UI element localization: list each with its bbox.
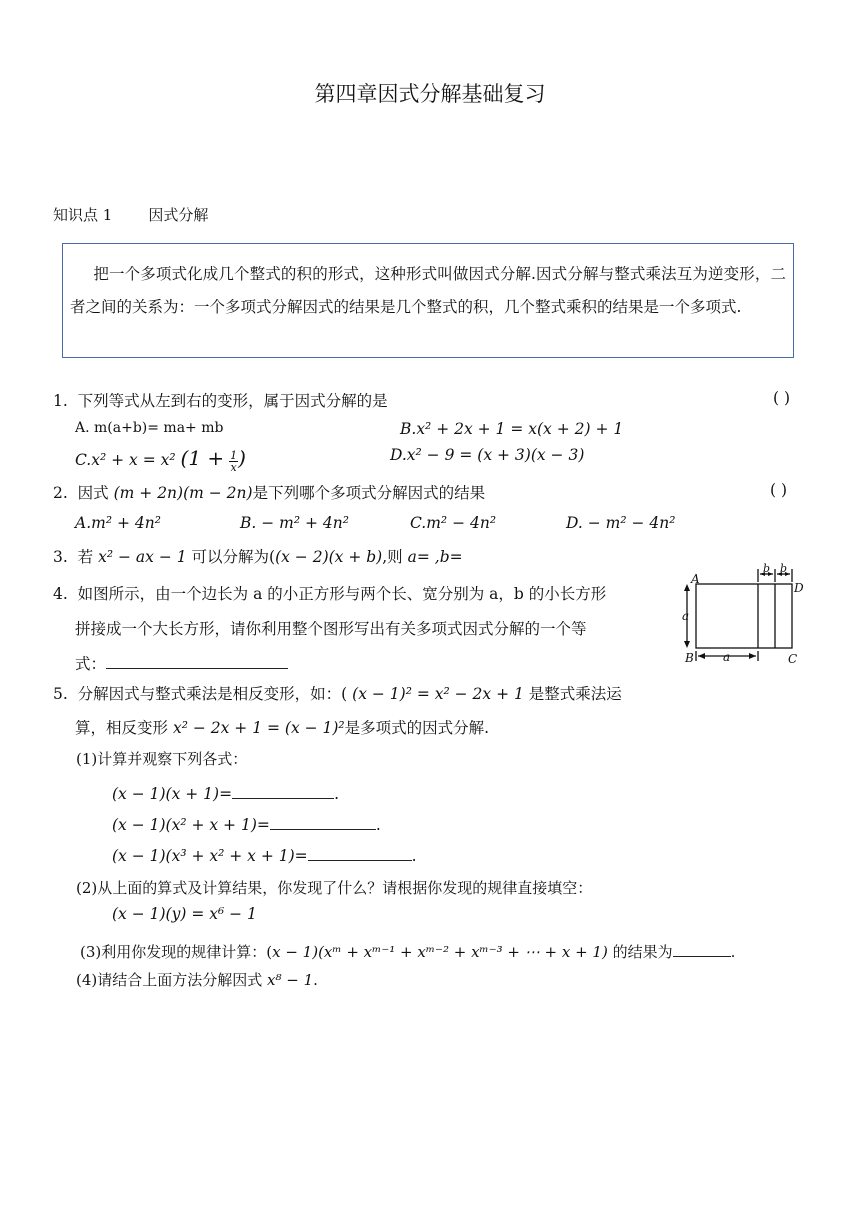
q5-expr-3: (x − 1)(x³ + x² + x + 1)= . (112, 847, 417, 865)
q1-stem: 下列等式从左到右的变形，属于因式分解的是 (77, 392, 388, 410)
figure-bottom-a: a (723, 650, 731, 664)
section-heading (53, 204, 208, 225)
q5-blank-1[interactable] (232, 784, 334, 799)
q5-blank-3[interactable] (308, 846, 412, 861)
rectangle-figure (676, 562, 816, 666)
q5-expr-4: (x − 1)(y) = x⁶ − 1 (112, 905, 257, 923)
q5-part-4: (4)请结合上面方法分解因式 x⁸ − 1. (76, 971, 318, 989)
q4-line-1: 如图所示，由一个边长为 a 的小正方形与两个长、宽分别为 a，b 的小长方形 (77, 585, 607, 603)
q2-expression: (m + 2n)(m − 2n) (113, 484, 253, 502)
q5-part-2: (2)从上面的算式及计算结果，你发现了什么？请根据你发现的规律直接填空： (76, 879, 593, 897)
figure-label-c-vertex: C (788, 652, 798, 666)
q5-part-1: (1)计算并观察下列各式： (76, 750, 248, 768)
q2-number: 2. (53, 484, 68, 502)
q1-option-a: A. m(a+b)= ma+ mb (75, 420, 224, 436)
q1-option-b: B.x² + 2x + 1 = x(x + 2) + 1 (400, 420, 624, 438)
figure-width-b1: b (763, 562, 771, 575)
q4-line-2: 拼接成一个大长方形，请你利用整个图形写出有关多项式因式分解的一个等 (75, 620, 587, 638)
figure-width-b2: b (780, 562, 788, 575)
q5-blank-4[interactable] (673, 942, 731, 957)
q4-line-3: 式： (75, 655, 107, 673)
q2-option-d: D. − m² − 4n² (566, 514, 676, 532)
page-title: 第四章因式分解基础复习 (314, 82, 546, 106)
definition-text: 把一个多项式化成几个整式的积的形式，这种形式叫做因式分解.因式分解与整式乘法互为逆变形，二者之间的关系为：一个多项式分解因式的结果是几个整式的积，几个整式乘积的结果是一个多项式. (70, 265, 786, 316)
q1-option-d: D.x² − 9 = (x + 3)(x − 3) (390, 446, 585, 464)
q3-number: 3. (53, 548, 68, 566)
figure-side-a: a (682, 609, 690, 623)
q5-number: 5. (53, 685, 68, 703)
q1-number: 1. (53, 392, 68, 410)
q2-option-a: A.m² + 4n² (75, 514, 161, 532)
section-label: 知识点 1 (53, 206, 113, 224)
figure-label-d-vertex: D (794, 581, 804, 595)
section-name: 因式分解 (148, 206, 209, 224)
definition-box (62, 243, 794, 358)
q4-number: 4. (53, 585, 68, 603)
q2-option-b: B. − m² + 4n² (240, 514, 349, 532)
q1-answer-paren: ( ) (773, 389, 791, 407)
figure-label-a-vertex: A (691, 572, 700, 586)
q5-expr-2: (x − 1)(x² + x + 1)= . (112, 816, 381, 834)
q1-option-c: C.x² + x = x² (1 + $\frac{1}{x}$ ) (75, 446, 246, 474)
q5-part-3: (3)利用你发现的规律计算：(x − 1)(xᵐ + xᵐ⁻¹ + xᵐ⁻² + xᵐ⁻³ + ⋯ + x + 1) 的结果为 . (80, 943, 736, 961)
question-3: 3. 若 x² − ax − 1 可以分解为((x − 2)(x + b),则 a= ,b= (53, 548, 463, 566)
q5-expr-1: (x − 1)(x + 1)= . (112, 785, 340, 803)
q5-blank-2[interactable] (270, 815, 376, 830)
figure-label-b-vertex: B (685, 651, 694, 665)
q3-answer: a= ,b= (407, 548, 463, 566)
q2-option-c: C.m² − 4n² (410, 514, 497, 532)
q4-answer-blank[interactable] (106, 654, 288, 669)
q2-answer-paren: ( ) (770, 481, 788, 499)
